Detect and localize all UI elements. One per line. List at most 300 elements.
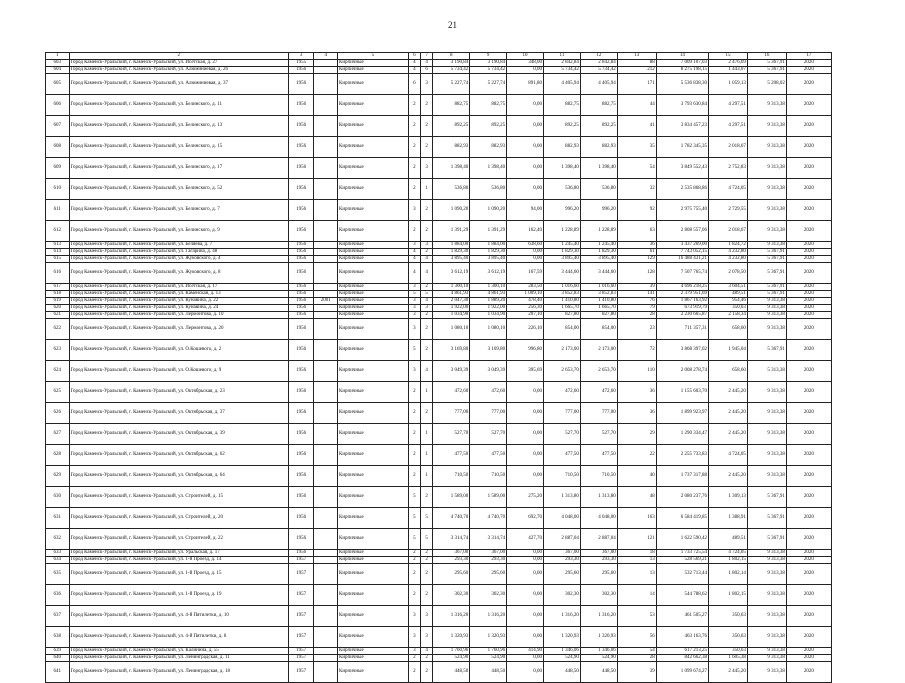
table-cell: 524,90 [544,655,581,662]
table-cell: 5 [421,529,433,550]
table-cell: 3 444,60 [544,263,581,284]
table-cell: Кирпичные [338,158,409,179]
table-cell: 892,25 [580,116,617,137]
table-cell: 2 653,70 [544,361,581,382]
table-cell: Город Каменск-Уральский, г. Каменск-Уральский, ул. Исетская, д. 27 [69,60,288,67]
table-cell: 2020 [786,655,831,662]
table-cell: 1 [421,445,433,466]
table-cell: 28 [617,312,656,319]
table-cell: 4 048,00 [580,508,617,529]
table-cell: 5 367,91 [747,67,786,74]
table-cell: 367,00 [433,550,470,557]
table-cell [314,487,338,508]
table-cell: 5 227,74 [470,74,507,95]
table-cell: 1 443,07 [708,67,747,74]
table-cell [314,648,338,655]
table-cell: 1955 [288,60,314,67]
column-header: 7 [421,53,433,60]
table-cell: 293,30 [580,557,617,564]
table-cell: 2020 [786,242,831,249]
table-cell: Город Каменск-Уральский, г. Каменск-Уральский, ул. Ленинградская, д. 11 [69,655,288,662]
table-cell: 1956 [288,256,314,263]
table-cell: 295,60 [544,564,581,585]
table-cell: Кирпичные [338,340,409,361]
table-cell: 3 049,39 [433,361,470,382]
table-cell: 1 398,40 [470,158,507,179]
table-cell: 2 [408,95,420,116]
table-cell: 4 [421,361,433,382]
table-cell: Город Каменск-Уральский, г. Каменск-Уральский, ул. Лермонтова, д. 20 [69,319,288,340]
table-cell: 61 [617,249,656,256]
table-cell: 9 313,38 [747,550,786,557]
table-cell: 621 [46,312,70,319]
table-row [46,627,832,648]
table-row [46,67,832,74]
table-cell: Город Каменск-Уральский, г. Каменск-Уральский, ул. Октябрьская, д. 37 [69,403,288,424]
table-cell: 2020 [786,158,831,179]
table-cell: 489,51 [708,529,747,550]
table-cell: 0,00 [507,606,544,627]
table-cell: Кирпичные [338,221,409,242]
column-header: 4 [314,53,338,60]
table-cell: 607 [46,116,70,137]
table-cell [314,95,338,116]
table-cell: 2 008 278,74 [656,361,708,382]
table-cell: 5 367,91 [747,340,786,361]
table-row [46,291,832,298]
table-cell: 4 [421,648,433,655]
table-cell: 162,40 [507,221,544,242]
table-cell: Кирпичные [338,305,409,312]
table-cell: Кирпичные [338,74,409,95]
table-cell: 5 [421,291,433,298]
table-cell: 1956 [288,529,314,550]
table-cell: Кирпичные [338,550,409,557]
table-cell: 0,00 [507,95,544,116]
table-cell: 2 [421,487,433,508]
table-cell: 2 173,00 [580,340,617,361]
table-row [46,298,832,305]
table-cell: 620 [46,305,70,312]
table-cell: 1 884,00 [433,242,470,249]
table-cell: 954,46 [708,298,747,305]
table-cell: 4 232,80 [708,256,747,263]
table-cell: 2 [408,403,420,424]
table-cell: 2 842,84 [544,60,581,67]
table-row [46,648,832,655]
table-cell: 141 [617,291,656,298]
table-cell: 4 696 218,25 [656,284,708,291]
table-cell: 5 [408,508,420,529]
table-cell: 8 275 198,15 [656,67,708,74]
table-cell: 4 [421,256,433,263]
table-cell: 3 [421,158,433,179]
table-cell: 544 788,62 [656,585,708,606]
table-cell: 1 733 725,54 [656,550,708,557]
table-cell: 9 313,38 [747,298,786,305]
table-cell: 1 829,30 [470,249,507,256]
table-cell: Город Каменск-Уральский, г. Каменск-Уральский, ул. Октябрьская, д. 62 [69,445,288,466]
table-cell: 1 009,10 [507,291,544,298]
table-cell: Город Каменск-Уральский, г. Каменск-Уральский, ул. Гагарина, д. 48 [69,249,288,256]
table-cell: Город Каменск-Уральский, г. Каменск-Уральский, ул. Октябрьская, д. 23 [69,382,288,403]
table-cell: 2 535 868,86 [656,179,708,200]
table-cell [314,529,338,550]
table-cell: 1 398,40 [433,158,470,179]
table-cell: 842 662,38 [656,655,708,662]
table-cell: 2020 [786,382,831,403]
table-cell: 5 227,74 [433,74,470,95]
table-cell: 624 [46,361,70,382]
table-cell: Город Каменск-Уральский, г. Каменск-Уральский, ул. Белинского, д. 7 [69,200,288,221]
table-cell: 882,75 [470,95,507,116]
table-cell: 5 367,91 [747,263,786,284]
table-cell: 1 802,15 [708,585,747,606]
table-cell: Город Каменск-Уральский, г. Каменск-Уральский, ул. Алюминиевая, д. 26 [69,67,288,74]
table-cell: 1 802,15 [708,557,747,564]
table-cell: 1957 [288,585,314,606]
table-cell: 2 018,67 [708,137,747,158]
table-row [46,312,832,319]
table-cell: 1 665,70 [580,305,617,312]
table-cell: 472,60 [580,382,617,403]
table-cell: 2 [421,564,433,585]
table-cell: 2020 [786,340,831,361]
table-cell: 302,30 [470,585,507,606]
table-cell: 54 [617,648,656,655]
table-cell: 882,75 [580,95,617,116]
table-cell: 996,20 [580,200,617,221]
table-cell [314,445,338,466]
table-cell: Кирпичные [338,298,409,305]
table-cell: 1 320,93 [470,627,507,648]
table-cell: 14 [617,585,656,606]
table-row [46,606,832,627]
table-row [46,200,832,221]
table-cell: 2 653,70 [580,361,617,382]
table-cell: 2 [421,550,433,557]
table-row [46,424,832,445]
table-cell: 633 [46,550,70,557]
table-cell: 1956 [288,284,314,291]
table-cell: Город Каменск-Уральский, г. Каменск-Уральский, ул. Кунавина, д. 22 [69,298,288,305]
column-header: 3 [288,53,314,60]
table-cell: 1 410,80 [544,298,581,305]
table-cell: 611 [46,200,70,221]
column-header: 1 [46,53,70,60]
table-cell: 2 [421,116,433,137]
table-cell: 527,70 [433,424,470,445]
table-row [46,382,832,403]
table-cell: Кирпичные [338,627,409,648]
table-cell: 9 313,38 [747,627,786,648]
table-cell: 3 169,80 [470,340,507,361]
table-cell: Кирпичные [338,557,409,564]
table-cell: Кирпичные [338,424,409,445]
table-cell [314,158,338,179]
table-row [46,256,832,263]
table-cell: 2 [421,249,433,256]
table-cell: 3 [408,305,420,312]
table-cell: 1956 [288,382,314,403]
table-cell: 1 080,10 [470,319,507,340]
table-cell: 634 [46,557,70,564]
table-cell [314,60,338,67]
table-cell: 2 [408,158,420,179]
table-cell: 9 313,38 [747,312,786,319]
table-cell: Город Каменск-Уральский, г. Каменск-Уральский, ул. Октябрьская, д. 64 [69,466,288,487]
table-cell: 2020 [786,298,831,305]
table-cell: 128 [617,263,656,284]
table-cell: 2 [408,466,420,487]
table-cell: Город Каменск-Уральский, г. Каменск-Уральский, ул. Беляева, д. 7 [69,242,288,249]
table-cell: 295,60 [470,564,507,585]
table-cell: 1 884,00 [470,242,507,249]
table-cell [314,627,338,648]
table-cell [314,340,338,361]
table-cell: 5 367,91 [747,249,786,256]
table-cell: 302,30 [580,585,617,606]
table-cell: Кирпичные [338,242,409,249]
table-cell: 2 [408,424,420,445]
table-cell: 4 [421,263,433,284]
table-cell: 463 163,76 [656,627,708,648]
table-cell: 9 313,38 [747,445,786,466]
table-cell: 2 476,69 [708,60,747,67]
table-cell: 1956 [288,200,314,221]
table-row [46,305,832,312]
table-row [46,284,832,291]
table-cell: 4 [408,263,420,284]
table-cell: 6 [421,67,433,74]
table-cell [314,655,338,662]
table-cell: 448,50 [580,662,617,683]
table-cell: 1 867 163,92 [656,298,708,305]
table-cell: 4 [408,60,420,67]
table-cell: 609 [46,158,70,179]
table-cell: 477,50 [544,445,581,466]
column-header: 16 [747,53,786,60]
table-cell: 1 622 590,42 [656,529,708,550]
table-cell: 4 405,94 [544,74,581,95]
table-cell: 2020 [786,67,831,74]
table-cell: 7 009 107,03 [656,60,708,67]
column-header: 17 [786,53,831,60]
table-cell: 4 740,70 [433,508,470,529]
table-cell: 882,75 [544,95,581,116]
table-cell: Кирпичные [338,95,409,116]
table-row [46,242,832,249]
table-cell: 0,00 [507,655,544,662]
table-cell: 5 367,91 [747,256,786,263]
table-cell: 2020 [786,284,831,291]
table-cell: 350,63 [708,627,747,648]
table-cell: 1 589,00 [433,487,470,508]
table-row [46,564,832,585]
table-cell: 4 297,51 [708,95,747,116]
table-cell: 3 [408,284,420,291]
table-cell: 2 [408,557,420,564]
table-cell [314,508,338,529]
table-cell: 1956 [288,312,314,319]
table-cell: 1 829,30 [433,249,470,256]
table-cell: 3 190,84 [470,60,507,67]
table-cell: 882,93 [433,137,470,158]
table-cell: 472,60 [470,382,507,403]
table-cell: 3 834 457,23 [656,116,708,137]
table-cell: 23 [617,319,656,340]
table-row [46,508,832,529]
table-cell: 827,80 [544,312,581,319]
table-cell: 1 [421,179,433,200]
table-cell: 1 228,89 [580,221,617,242]
table-cell: 0,00 [507,67,544,74]
table-cell: 2 [421,340,433,361]
table-cell: 606 [46,95,70,116]
table-cell: 1 059,13 [708,74,747,95]
table-cell: 1 245,40 [580,242,617,249]
table-cell: 617 [46,284,70,291]
table-cell: Город Каменск-Уральский, г. Каменск-Уральский, ул. Ленинградская, д. 18 [69,662,288,683]
table-cell: 5 734,42 [544,67,581,74]
table-cell: 3 852,83 [580,291,617,298]
column-header: 10 [507,53,544,60]
table-cell: 2020 [786,116,831,137]
table-cell: 1 313,80 [544,487,581,508]
table-cell: 171 [617,74,656,95]
table-row [46,179,832,200]
table-cell: 302,30 [544,585,581,606]
table-cell: 6 584 419,85 [656,508,708,529]
table-cell: 9 313,38 [747,585,786,606]
table-cell: 2020 [786,95,831,116]
table-cell: 2020 [786,179,831,200]
table-cell: 623 [46,340,70,361]
table-cell: 18 [617,550,656,557]
table-cell: 1 316,20 [580,606,617,627]
table-cell: 628 [46,445,70,466]
table-cell: 461 505,27 [656,606,708,627]
table-cell: 5 367,91 [747,508,786,529]
table-cell: 4 297,51 [708,116,747,137]
table-cell: Кирпичные [338,403,409,424]
table-cell: Кирпичные [338,466,409,487]
table-cell: 350,63 [708,606,747,627]
table-cell: 1 922,00 [470,305,507,312]
table-cell: 1 320,93 [433,627,470,648]
table-cell: Город Каменск-Уральский, г. Каменск-Уральский, ул. Уральская, д. 17 [69,550,288,557]
table-cell: 1 309,13 [708,487,747,508]
table-cell: Город Каменск-Уральский, г. Каменск-Уральский, ул. Октябрьская, д. 39 [69,424,288,445]
table-cell: 604 [46,67,70,74]
table-cell: 5 367,91 [747,529,786,550]
table-cell: Город Каменск-Уральский, г. Каменск-Уральский, ул. Алюминиевая, д. 37 [69,74,288,95]
table-cell: 2020 [786,627,831,648]
table-cell [314,382,338,403]
table-cell: 1 228,89 [544,221,581,242]
table-cell: 1956 [288,249,314,256]
table-cell: 2020 [786,200,831,221]
table-cell: 5 367,91 [747,284,786,291]
table-cell: 350,63 [708,305,747,312]
table-cell: 9 313,38 [747,606,786,627]
table-cell: 2020 [786,585,831,606]
table-cell: 4 [408,67,420,74]
table-cell: 2 752,83 [708,158,747,179]
table-cell: Город Каменск-Уральский, г. Каменск-Уральский, ул. Исетская, д. 17 [69,284,288,291]
table-cell [314,662,338,683]
table-cell: Кирпичные [338,137,409,158]
table-cell: Город Каменск-Уральский, г. Каменск-Уральский, ул. 1-й Проезд, д. 14 [69,557,288,564]
table-cell: Город Каменск-Уральский, г. Каменск-Уральский, ул. Жуковского, д. 8 [69,263,288,284]
table-cell: 2020 [786,60,831,67]
table-cell: 1957 [288,662,314,683]
table-cell: 619 [46,298,70,305]
table-cell: 1 824,72 [708,242,747,249]
table-cell: Город Каменск-Уральский, г. Каменск-Уральский, ул. Лермонтова, д. 10 [69,312,288,319]
table-cell: 1956 [288,424,314,445]
table-cell: 293,30 [544,557,581,564]
table-cell: 854,00 [580,319,617,340]
table-cell: 3 [421,606,433,627]
table-cell: 1 922,00 [433,305,470,312]
table-cell: 4 [421,60,433,67]
table-cell: 2 [421,200,433,221]
table-cell: 777,00 [580,403,617,424]
table-cell: 612 [46,221,70,242]
table-cell: 88 [617,60,656,67]
table-cell: 2020 [786,137,831,158]
table-cell: Город Каменск-Уральский, г. Каменск-Уральский, ул. Строителей, д. 20 [69,508,288,529]
table-cell: 2 [421,95,433,116]
table-row [46,557,832,564]
table-cell: 1 016,60 [580,284,617,291]
table-cell: 1 782 345,35 [656,137,708,158]
table-cell: 524,90 [580,655,617,662]
table-cell: 3 [421,305,433,312]
table-cell: Город Каменск-Уральский, г. Каменск-Уральский, ул. О.Кошевого, д. 9 [69,361,288,382]
table-cell: 1 398,40 [580,158,617,179]
table-cell: 2 255 733,83 [656,445,708,466]
table-cell: 0,00 [507,403,544,424]
table-cell: 472,60 [433,382,470,403]
table-cell: Город Каменск-Уральский, г. Каменск-Уральский, ул. 1-й Проезд, д. 19 [69,585,288,606]
table-cell: 2 [421,221,433,242]
table-cell: 2 887,04 [544,529,581,550]
table-cell: 367,00 [580,550,617,557]
table-cell: 395,69 [507,361,544,382]
table-cell: 527,70 [470,424,507,445]
table-cell: 448,50 [470,662,507,683]
table-cell: 4 724,05 [708,179,747,200]
table-cell: 710,50 [433,466,470,487]
table-cell: Кирпичные [338,445,409,466]
table-cell: 1956 [288,137,314,158]
table-cell [314,550,338,557]
table-cell: Город Каменск-Уральский, г. Каменск-Уральский, ул. Жуковского, д. 4 [69,256,288,263]
table-cell [314,116,338,137]
table-cell: 1956 [288,361,314,382]
table-cell: 9 313,38 [747,424,786,445]
table-cell: 72 [617,340,656,361]
table-cell: 891,80 [507,74,544,95]
table-cell: 2020 [786,305,831,312]
table-cell: 777,00 [544,403,581,424]
table-cell: 1957 [288,655,314,662]
table-cell: 1 760,96 [433,648,470,655]
table-cell: 1 346,06 [544,648,581,655]
table-cell: 2020 [786,249,831,256]
